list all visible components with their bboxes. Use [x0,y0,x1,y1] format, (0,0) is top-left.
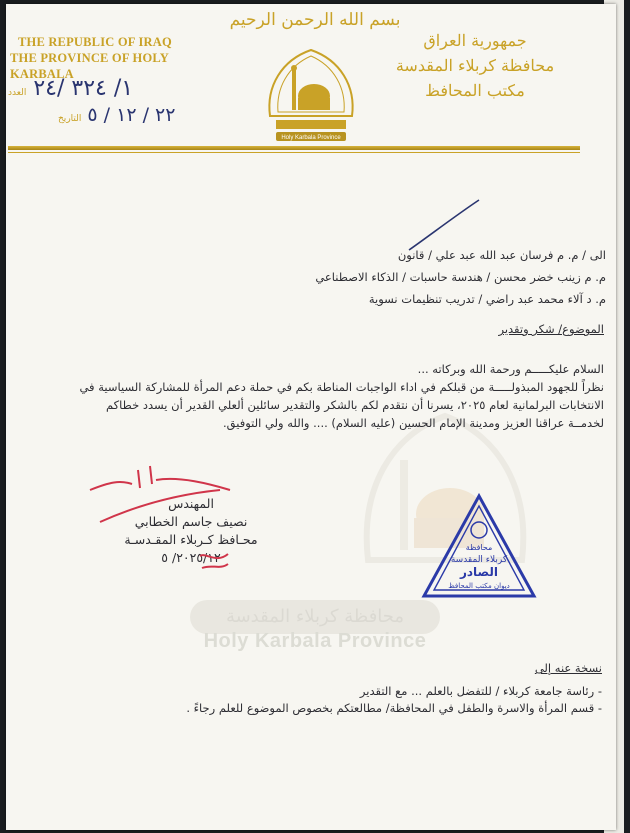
body-line: لخدمــة عراقنا العزيز ومدينة الإمام الحسين (عليه السلام) .... والله ولي التوفيق. [222,416,604,430]
header-arabic [390,28,560,103]
province-logo-icon [252,46,370,146]
number-label: العدد [8,88,27,98]
copies-heading: نسخة عنه إلى [534,661,602,675]
document-number [8,76,133,101]
watermark-arabic: محافظة كربلاء المقدسة [190,600,440,634]
recipients-block [166,244,606,310]
date-label: التاريخ [58,114,82,124]
header-ar-line1: جمهورية العراق [423,31,527,50]
recipient-line: م. م زينب خضر محسن / هندسة حاسبات / الذكاء الاصطناعي [315,270,606,284]
signature-title: المهندس [168,496,214,511]
body-line: نظراً للجهود المبذولـــــة من قبلكم في اداء الواجبات المناطة بكم في حملة دعم المرأة للمشاركة السياسية في [79,380,604,394]
stamp-line4: ديوان مكتب المحافظ [448,582,510,590]
date-value: ٢٢ / ١٢ / ٥ [87,104,176,126]
watermark-english: Holy Karbala Province [203,630,427,652]
body-line: الانتخابات البرلمانية لعام ٢٠٢٥، يسرنا أن نتقدم لكم بالشكر والتقدير سائلين ألعلي القدير أن يسدد خطاكم [106,398,604,412]
copy-item: - رئاسة جامعة كربلاء / للتفضل بالعلم ... مع التقدير [359,684,602,698]
body-line: السلام عليكـــــم ورحمة الله وبركاته ... [417,362,604,376]
official-stamp [420,492,538,602]
signature-name: نصيف جاسم الخطابي [134,514,248,529]
signature-block [86,495,296,567]
subject-line: الموضوع/ شكر وتقدير [498,322,604,336]
date-initial-mark [196,550,232,572]
recipient-line: الى / م. م فرسان عبد الله عبد علي / قانون [397,248,606,262]
stamp-line2: كربلاء المقدسة [450,555,508,565]
document-date [58,104,175,126]
header-divider [8,146,580,150]
copies-block [42,660,602,717]
stamp-line3: الصادر [459,565,499,579]
letter-body [14,360,604,432]
signature-role: محـافظ كـربلاء المقـدسـة [124,532,258,547]
copy-item: - قسم المرأة والاسرة والطفل في المحافظة/ مطالعتكم بخصوص الموضوع للعلم رجاءً . [186,701,602,715]
header-en-line2: THE PROVINCE OF HOLY KARBALA [10,51,169,81]
header-english [10,34,218,82]
header-divider-thin [8,152,580,153]
logo-caption: Holy Karbala Province [281,135,341,141]
header-en-line1: THE REPUBLIC OF IRAQ [18,35,172,49]
basmala: بسم الله الرحمن الرحيم [229,10,401,30]
header-ar-line2: محافظة كربلاء المقدسة [395,56,555,75]
recipient-line: م. د آلاء محمد عبد راضي / تدريب تنظيمات نسوية [368,292,606,306]
header-ar-line3: مكتب المحافظ [425,81,525,100]
stamp-line1: محافظة [465,543,493,552]
signature-date: ٢٠٢٥/١٢/ ٥ [161,550,221,565]
number-value: ١/ ٣٢٤ /٢٤ [33,76,134,101]
